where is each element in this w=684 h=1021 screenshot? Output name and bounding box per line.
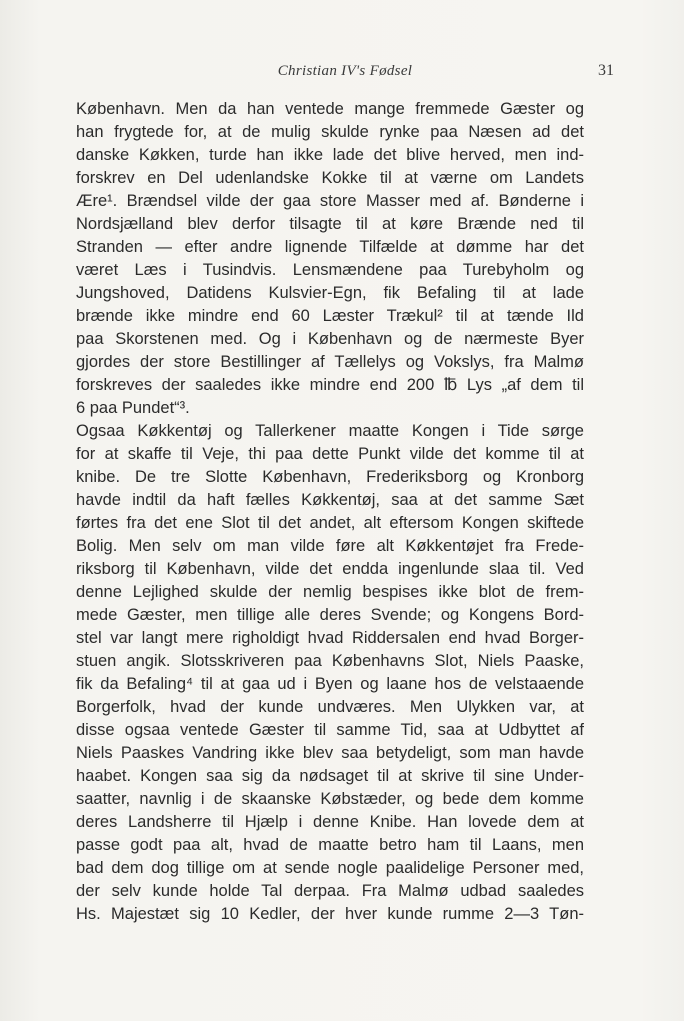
text-line: saatter, navnlig i de skaanske Købstæder, og bede dem komme <box>76 790 584 808</box>
text-line: bad dem dog tillige om at sende nogle paalidelige Personer med, <box>76 859 584 877</box>
text-line: stuen angik. Slotsskriveren paa Københavns Slot, Niels Paaske, <box>76 652 584 670</box>
text-line: Jungshoved, Datidens Kulsvier-Egn, fik Befaling til at lade <box>76 284 584 302</box>
text-line: Bolig. Men selv om man vilde føre alt Køkkentøjet fra Frede- <box>76 537 584 555</box>
text-line: Borgerfolk, hvad der kunde undværes. Men Ulykken var, at <box>76 698 584 716</box>
text-line: været Læs i Tusindvis. Lensmændene paa Turebyholm og <box>76 261 584 279</box>
text-line: Nordsjælland blev derfor tilsagte til at køre Brænde ned til <box>76 215 584 233</box>
text-line: haabet. Kongen saa sig da nødsaget til at skrive til sine Under- <box>76 767 584 785</box>
text-line: mede Gæster, men tillige alle deres Svende; og Kongens Bord- <box>76 606 584 624</box>
text-line: fik da Befaling⁴ til at gaa ud i Byen og laane hos de velstaaende <box>76 675 584 693</box>
text-line: paa Skorstenen med. Og i København og de nærmeste Byer <box>76 330 584 348</box>
text-line: riksborg til København, vilde det endda ingenlunde slaa til. Ved <box>76 560 584 578</box>
text-line: forskreves der saaledes ikke mindre end 200 ℔ Lys „af dem til <box>76 376 584 394</box>
page-header <box>76 60 614 82</box>
text-line: havde indtil da haft fælles Køkkentøj, saa at det samme Sæt <box>76 491 584 509</box>
text-line: stel var langt mere righoldigt hvad Riddersalen end hvad Borger- <box>76 629 584 647</box>
text-line: Ære¹. Brændsel vilde der gaa store Masser med af. Bønderne i <box>76 192 584 210</box>
page-number: 31 <box>598 62 614 79</box>
text-line: gjordes der store Bestillinger af Tællelys og Vokslys, fra Malmø <box>76 353 584 371</box>
text-line: han frygtede for, at de mulig skulde rynke paa Næsen ad det <box>76 123 584 141</box>
text-line: danske Køkken, turde han ikke lade det blive herved, men ind- <box>76 146 584 164</box>
text-line: knibe. De tre Slotte København, Frederiksborg og Kronborg <box>76 468 584 486</box>
text-line: København. Men da han ventede mange fremmede Gæster og <box>76 100 584 118</box>
text-line: 6 paa Pundet“³. <box>76 399 190 417</box>
text-line: der selv kunde holde Tal derpaa. Fra Malmø udbad saaledes <box>76 882 584 900</box>
body-text <box>76 98 584 926</box>
text-line: førtes fra det ene Slot til det andet, alt eftersom Kongen skiftede <box>76 514 584 532</box>
text-line: Niels Paaskes Vandring ikke blev saa betydeligt, som man havde <box>76 744 584 762</box>
running-title: Christian IV's Fødsel <box>277 63 413 79</box>
text-line: forskrev en Del udenlandske Kokke til at værne om Landets <box>76 169 584 187</box>
text-line: passe godt paa alt, hvad de maatte betro ham til Laans, men <box>76 836 584 854</box>
text-line: deres Landsherre til Hjælp i denne Knibe. Han lovede dem at <box>76 813 584 831</box>
text-line: for at skaffe til Veje, thi paa dette Punkt vilde det komme til at <box>76 445 584 463</box>
text-line: Stranden — efter andre lignende Tilfælde at dømme har det <box>76 238 584 256</box>
text-line: disse ogsaa ventede Gæster til samme Tid, saa at Udbyttet af <box>76 721 584 739</box>
text-line: brænde ikke mindre end 60 Læster Trækul² til at tænde Ild <box>76 307 584 325</box>
text-line: Hs. Majestæt sig 10 Kedler, der hver kunde rumme 2—3 Tøn- <box>76 905 584 923</box>
text-line: denne Lejlighed skulde der nemlig bespises ikke blot de frem- <box>76 583 584 601</box>
text-line: Ogsaa Køkkentøj og Tallerkener maatte Kongen i Tide sørge <box>76 422 584 440</box>
